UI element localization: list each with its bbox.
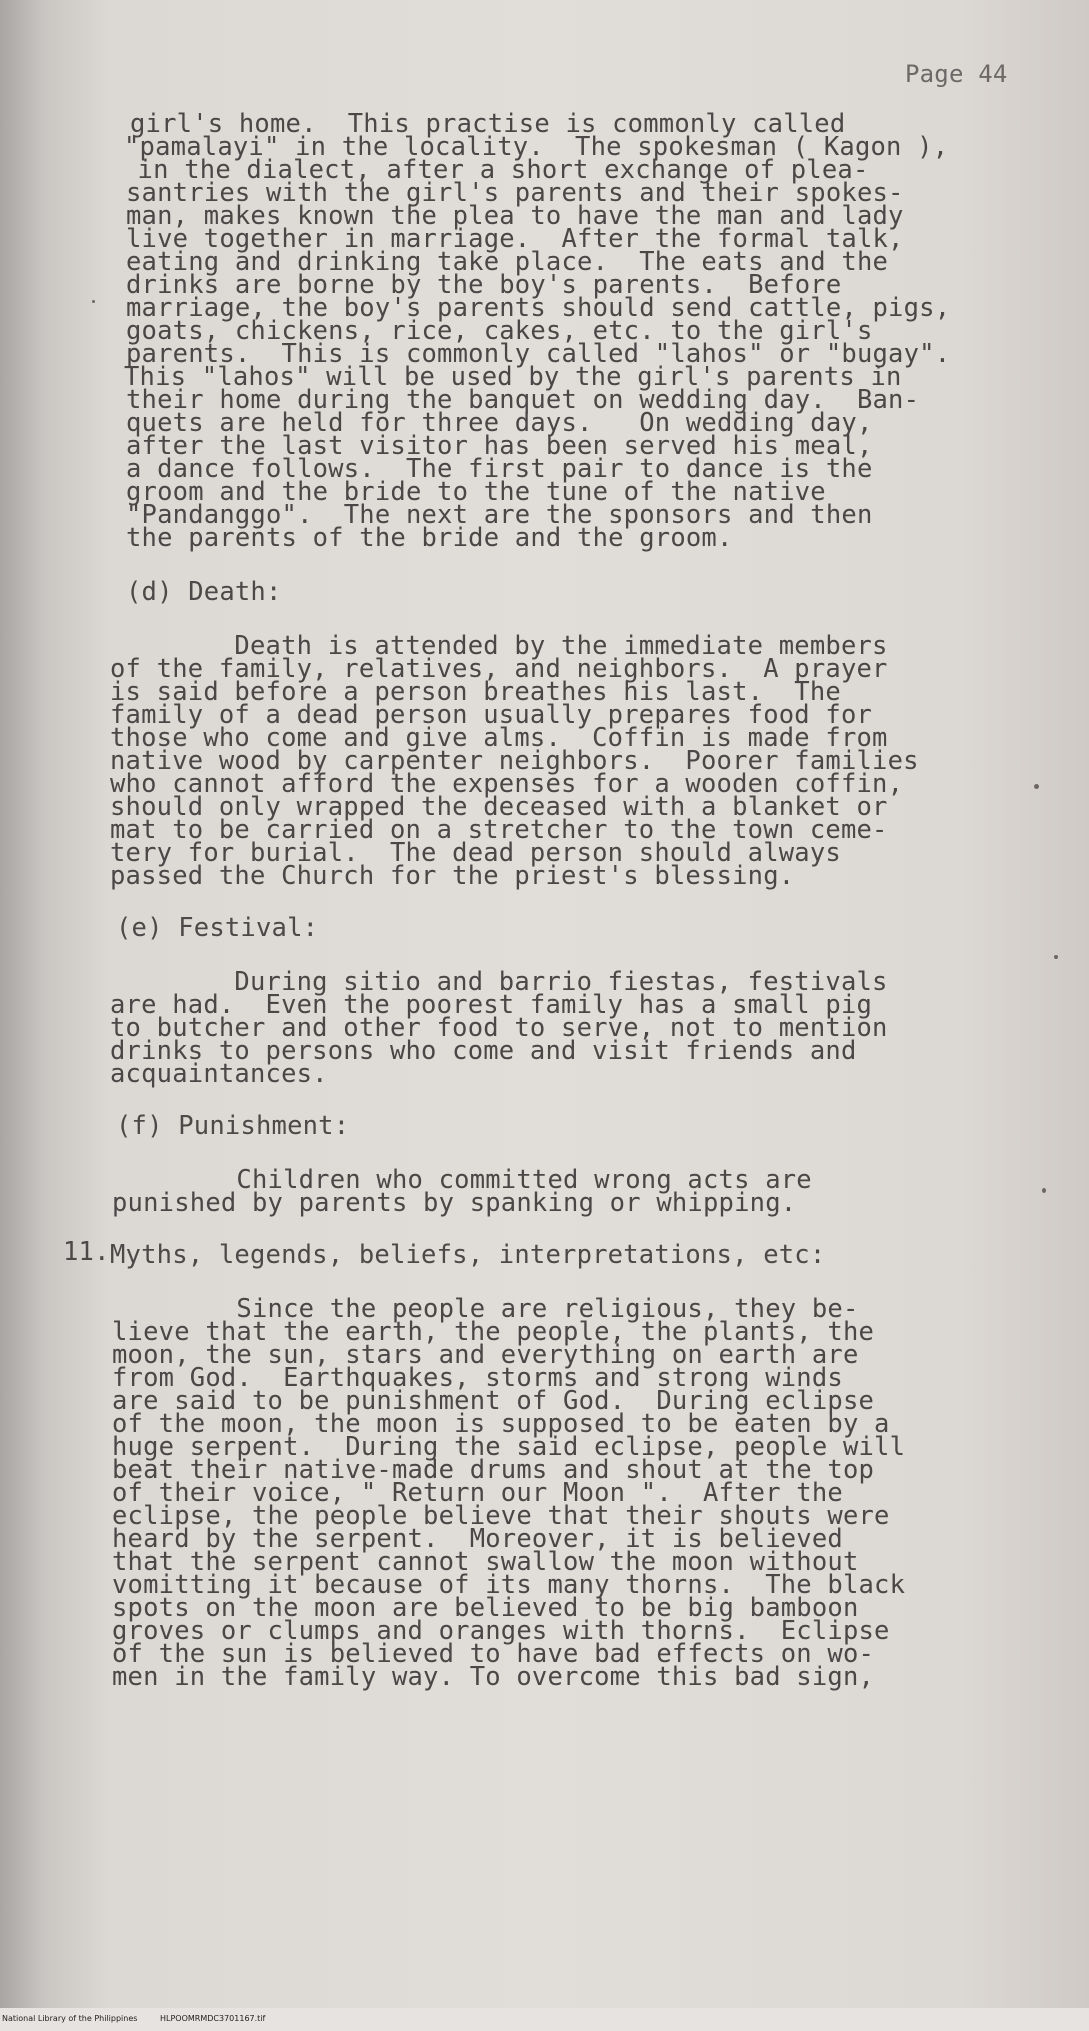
text-line: passed the Church for the priest's blessing. (110, 861, 795, 891)
text-line: drinks are borne by the boy's parents. Before (126, 270, 842, 300)
text-line: those who come and give alms. Coffin is made from (110, 723, 888, 753)
scan-footer (0, 2008, 1089, 2031)
text-line: huge serpent. During the said eclipse, people will (112, 1432, 906, 1462)
paper-speck (1042, 1188, 1046, 1193)
text-line: punished by parents by spanking or whipping. (112, 1188, 797, 1218)
text-line: Since the people are religious, they be- (112, 1294, 859, 1324)
text-line: of their voice, " Return our Moon ". After the (112, 1478, 843, 1508)
text-line: native wood by carpenter neighbors. Poorer families (110, 746, 919, 776)
text-line: drinks to persons who come and visit friends and (110, 1036, 857, 1066)
text-line: "pamalayi" in the locality. The spokesman ( Kagon ), (124, 132, 949, 162)
text-line: girl's home. This practise is commonly called (130, 109, 846, 139)
text-line: mat to be carried on a stretcher to the town ceme- (110, 815, 888, 845)
text-line: live together in marriage. After the formal talk, (126, 224, 904, 254)
text-line: moon, the sun, stars and everything on earth are (112, 1340, 859, 1370)
paper-speck (1054, 955, 1058, 959)
text-line: of the sun is believed to have bad effects on wo- (112, 1639, 875, 1669)
section-heading-festival: (e) Festival: (116, 913, 319, 943)
text-line: that the serpent cannot swallow the moon without (112, 1547, 859, 1577)
section-heading-punishment: (f) Punishment: (116, 1111, 350, 1141)
text-line: Death is attended by the immediate members (110, 631, 888, 661)
paper-speck (1034, 784, 1039, 789)
text-line: who cannot afford the expenses for a wooden coffin, (110, 769, 904, 799)
text-line: beat their native-made drums and shout at the top (112, 1455, 875, 1485)
text-line: their home during the banquet on wedding day. Ban- (126, 385, 920, 415)
text-line: of the family, relatives, and neighbors. A prayer (110, 654, 888, 684)
text-line: lieve that the earth, the people, the plants, the (112, 1317, 875, 1347)
text-line: This "lahos" will be used by the girl's parents in (124, 362, 902, 392)
footer-library-label: National Library of the Philippines (2, 2014, 138, 2023)
text-line: after the last visitor has been served his meal, (126, 431, 873, 461)
text-line: vomitting it because of its many thorns. The black (112, 1570, 906, 1600)
text-line: groom and the bride to the tune of the native (126, 477, 826, 507)
footer-file-label: HLPOOMRMDC3701167.tif (160, 2014, 266, 2023)
text-line: family of a dead person usually prepares food for (110, 700, 873, 730)
text-line: men in the family way. To overcome this bad sign, (112, 1662, 875, 1692)
text-line: a dance follows. The first pair to dance is the (126, 454, 873, 484)
text-line: parents. This is commonly called "lahos" or "bugay". (126, 339, 951, 369)
text-line: heard by the serpent. Moreover, it is believed (112, 1524, 843, 1554)
text-line: groves or clumps and oranges with thorns. Eclipse (112, 1616, 890, 1646)
text-line: of the moon, the moon is supposed to be eaten by a (112, 1409, 890, 1439)
text-line: tery for burial. The dead person should always (110, 838, 841, 868)
text-line: in the dialect, after a short exchange of plea- (122, 155, 869, 185)
text-line: "Pandanggo". The next are the sponsors and then (126, 500, 873, 530)
text-line: are said to be punishment of God. During eclipse (112, 1386, 875, 1416)
paper-speck (92, 300, 95, 303)
text-line: santries with the girl's parents and their spokes- (126, 178, 904, 208)
section-heading-myths: Myths, legends, beliefs, interpretations, etc: (110, 1240, 826, 1270)
text-line: goats, chickens, rice, cakes, etc. to the girl's (126, 316, 873, 346)
text-line: eating and drinking take place. The eats and the (126, 247, 889, 277)
text-line: During sitio and barrio fiestas, festivals (110, 967, 888, 997)
page-number: Page 44 (905, 60, 1008, 88)
text-line: the parents of the bride and the groom. (126, 523, 733, 553)
text-line: from God. Earthquakes, storms and strong winds (112, 1363, 843, 1393)
text-line: should only wrapped the deceased with a blanket or (110, 792, 888, 822)
text-line: eclipse, the people believe that their shouts were (112, 1501, 890, 1531)
text-line: marriage, the boy's parents should send cattle, pigs, (126, 293, 951, 323)
text-line: spots on the moon are believed to be big bamboon (112, 1593, 859, 1623)
text-line: to butcher and other food to serve, not to mention (110, 1013, 888, 1043)
text-line: acquaintances. (110, 1059, 328, 1089)
section-number-myths: 11. (63, 1237, 110, 1267)
text-line: is said before a person breathes his last. The (110, 677, 841, 707)
text-line: quets are held for three days. On wedding day, (126, 408, 873, 438)
text-line: are had. Even the poorest family has a small pig (110, 990, 873, 1020)
section-heading-death: (d) Death: (126, 577, 282, 607)
text-line: Children who committed wrong acts are (112, 1165, 812, 1195)
text-line: man, makes known the plea to have the man and lady (126, 201, 904, 231)
